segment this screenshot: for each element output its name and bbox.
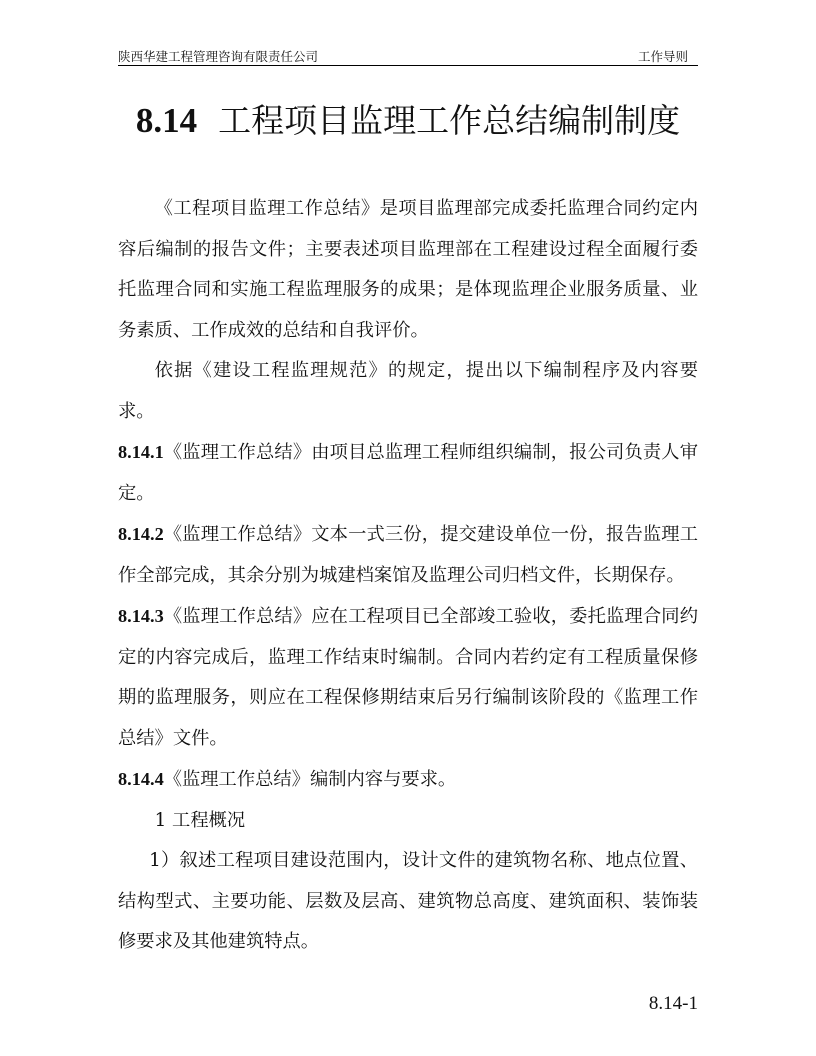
title-number: 8.14: [135, 101, 198, 140]
subsection-item: 1）叙述工程项目建设范围内，设计文件的建筑物名称、地点位置、结构型式、主要功能、层数及层高、建筑物总高度、建筑面积、装饰装修要求及其他建筑特点。: [118, 850, 698, 952]
basis-paragraph: 依据《建设工程监理规范》的规定，提出以下编制程序及内容要求。: [118, 360, 698, 422]
page-header: [118, 45, 698, 66]
clause-number: 8.14.3: [118, 606, 164, 626]
clause-number: 8.14.2: [118, 524, 164, 544]
clause-8-14-4: [118, 759, 698, 801]
clause-number: 8.14.1: [118, 442, 164, 462]
clause-8-14-2: [118, 514, 698, 596]
title-text: 工程项目监理工作总结编制制度: [218, 101, 681, 140]
document-body: [118, 189, 698, 963]
clause-text: 《监理工作总结》应在工程项目已全部竣工验收，委托监理合同约定的内容完成后，监理工作结束时编制。合同内若约定有工程质量保修期的监理服务，则应在工程保修期结束后另行编制该阶段的《监理工作总结》文件。: [118, 606, 698, 749]
header-company-name: 陕西华建工程管理咨询有限责任公司: [118, 49, 319, 64]
document-title: [118, 95, 698, 147]
subsection-heading: 1 工程概况: [154, 809, 246, 831]
header-section-name: 工作导则: [637, 49, 688, 64]
clause-number: 8.14.4: [118, 769, 164, 789]
clause-text: 《监理工作总结》编制内容与要求。: [163, 769, 457, 790]
intro-paragraph: 《工程项目监理工作总结》是项目监理部完成委托监理合同约定内容后编制的报告文件；主要表述项目监理部在工程建设过程全面履行委托监理合同和实施工程监理服务的成果；是体现监理企业服务质量、业务素质、工作成效的总结和自我评价。: [118, 198, 698, 341]
page-number: 8.14-1: [648, 993, 698, 1014]
clause-8-14-3: [118, 596, 698, 759]
clause-text: 《监理工作总结》文本一式三份，提交建设单位一份，报告监理工作全部完成，其余分别为城建档案馆及监理公司归档文件，长期保存。: [118, 524, 698, 586]
clause-text: 《监理工作总结》由项目总监理工程师组织编制，报公司负责人审定。: [118, 442, 698, 504]
clause-8-14-1: [118, 432, 698, 514]
